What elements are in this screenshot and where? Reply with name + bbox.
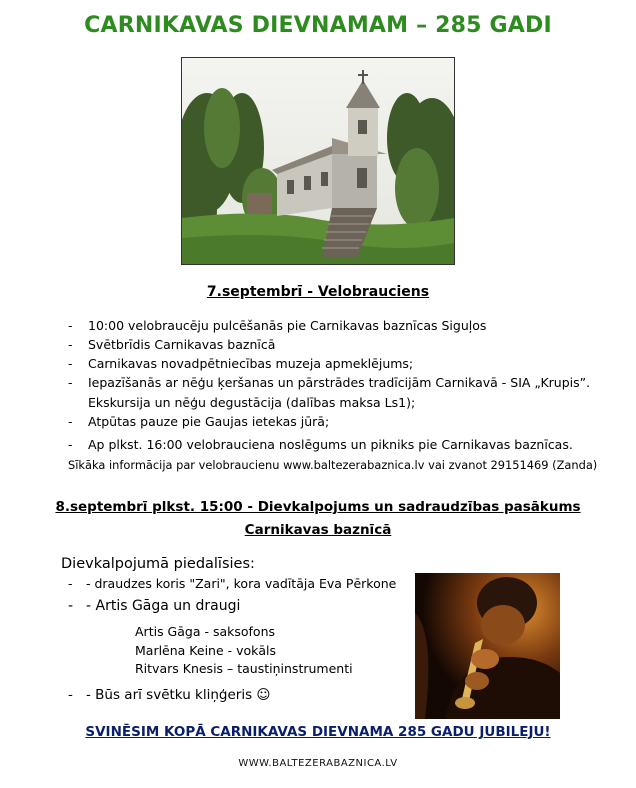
church-illustration	[182, 58, 454, 264]
list-dash: -	[68, 356, 73, 371]
saxophonist-photo	[415, 573, 560, 719]
closing-slogan: SVINĒSIM KOPĀ CARNIKAVAS DIEVNAMA 285 GADU JUBILEJU!	[85, 724, 551, 740]
list-item-text: Atpūtas pauze pie Gaujas ietekas jūrā;	[88, 414, 330, 429]
band-item: - Artis Gāga un draugi	[86, 598, 241, 614]
list-item-text: Carnikavas novadpētniecības muzeja apmeklējums;	[88, 356, 414, 371]
section1-heading: 7.septembrī - Velobrauciens	[206, 284, 430, 300]
list-dash: -	[68, 598, 74, 614]
list-item-text: Ap plkst. 16:00 velobrauciena noslēgums un pikniks pie Carnikavas baznīcas.	[88, 437, 573, 452]
choir-item: - draudzes koris "Zari", kora vadītāja Eva Pērkone	[86, 576, 397, 591]
section2-heading-line1: 8.septembrī plkst. 15:00 - Dievkalpojums un sadraudzības pasākums	[55, 499, 581, 515]
list-item-text: Ekskursija un nēģu degustācija (dalības maksa Ls1);	[88, 395, 416, 410]
saxophonist-illustration	[415, 573, 560, 719]
page-title: CARNIKAVAS DIEVNAMAM – 285 GADI	[84, 13, 552, 38]
section1-info: Sīkāka informācija par velobraucienu www.baltezerabaznica.lv vai zvanot 29151469 (Zanda)	[68, 458, 598, 472]
musicians-list	[135, 623, 353, 679]
list-item-text: Iepazīšanās ar nēģu ķeršanas un pārstrādes tradīcijām Carnikavā - SIA „Krupis”.	[88, 375, 591, 390]
list-dash: -	[68, 375, 73, 390]
section1-list	[0, 316, 636, 456]
pretzel-item: - Būs arī svētku kliņģeris ☺	[86, 687, 271, 703]
section2-intro: Dievkalpojumā piedalīsies:	[61, 556, 255, 572]
musician-line: Ritvars Knesis – taustiņinstrumenti	[135, 661, 353, 676]
musician-line: Artis Gāga - saksofons	[135, 624, 276, 639]
list-dash: -	[68, 437, 73, 452]
list-dash: -	[68, 414, 73, 429]
list-item-text: 10:00 velobraucēju pulcēšanās pie Carnikavas baznīcas Siguļos	[88, 318, 487, 333]
list-dash: -	[68, 337, 73, 352]
footer-website: WWW.BALTEZERABAZNICA.LV	[238, 758, 398, 769]
list-dash: -	[68, 318, 73, 333]
section2-heading-line2: Carnikavas baznīcā	[244, 522, 392, 538]
musician-line: Marlēna Keine - vokāls	[135, 642, 277, 658]
list-item-text: Svētbrīdis Carnikavas baznīcā	[88, 337, 276, 352]
church-photo	[181, 57, 455, 265]
list-dash: -	[68, 576, 73, 591]
list-dash: -	[68, 687, 73, 703]
